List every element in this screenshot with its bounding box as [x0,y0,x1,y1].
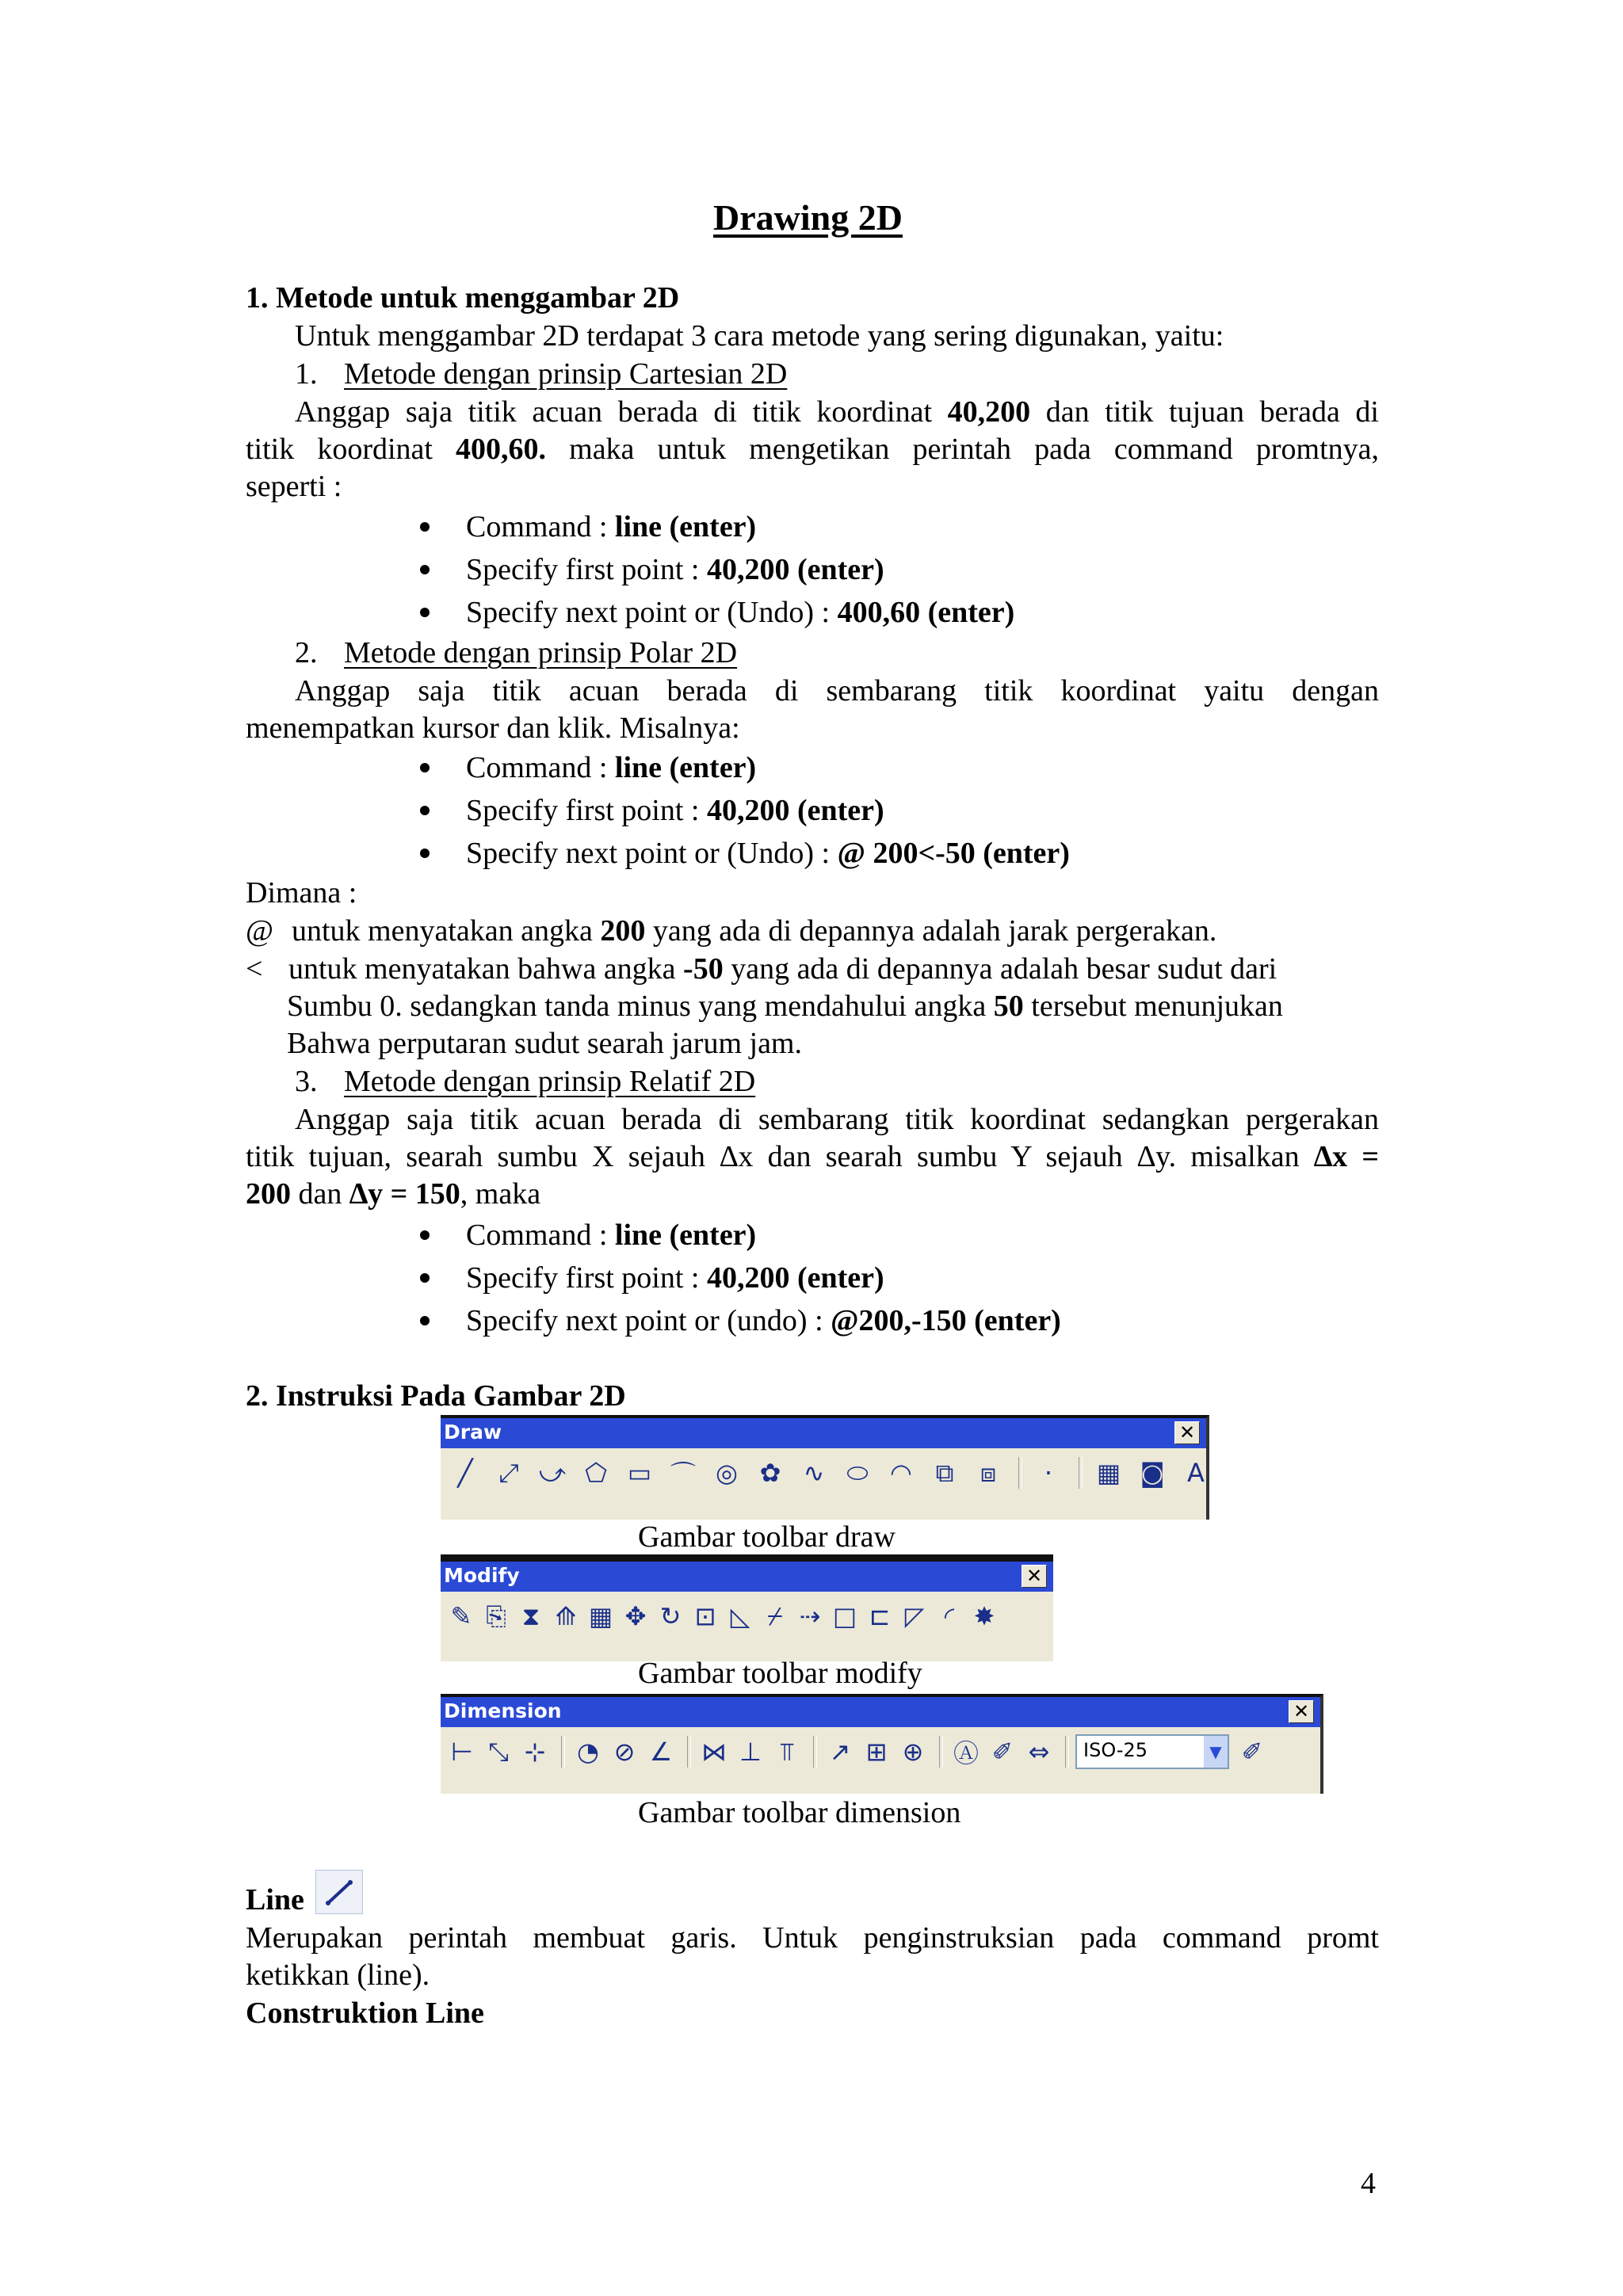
modify-toolbar-close-button[interactable]: ✕ [1022,1565,1047,1588]
modify-toolbar-caption: Gambar toolbar modify [638,1657,922,1690]
draw-toolbar-titlebar [441,1418,1206,1448]
dimension-toolbar-icons [445,1732,1272,1772]
bullet-icon [420,806,430,815]
toolbar-separator [1018,1457,1022,1489]
ordinate-dimension-icon[interactable]: ⊹ [524,1737,546,1767]
method-2-bullet-2: Specify first point : 40,200 (enter) [466,794,884,827]
array-icon[interactable]: ▦ [588,1601,613,1631]
modify-toolbar [441,1554,1053,1661]
bullet-icon [420,1316,430,1325]
at-symbol: @ [246,914,273,948]
diameter-dimension-icon[interactable]: ⊘ [613,1737,636,1767]
modify-toolbar-title: Modify [444,1564,520,1587]
leader-icon[interactable]: ↗ [829,1737,851,1767]
method-1-bullet-2: Specify first point : 40,200 (enter) [466,553,884,586]
toolbar-separator [1065,1736,1069,1768]
method-3-bullet-2: Specify first point : 40,200 (enter) [466,1261,884,1295]
method-2-number: 2. [295,636,318,669]
method-1-paragraph-line-1: Anggap saja titik acuan berada di titik koordinat 40,200 dan titik tujuan berada di [295,395,1379,429]
break-icon[interactable]: ⊏ [869,1601,891,1631]
mirror-icon[interactable]: ⧗ [521,1600,540,1631]
draw-toolbar-close-button[interactable]: ✕ [1174,1421,1200,1444]
bullet-icon [420,608,430,617]
break-at-point-icon[interactable]: □ [832,1601,857,1631]
bullet-icon [420,1230,430,1240]
circle-icon[interactable]: ◎ [716,1458,738,1488]
extend-icon[interactable]: ⇢ [799,1601,821,1631]
point-icon[interactable]: · [1044,1458,1053,1488]
rectangle-icon[interactable]: ▭ [627,1458,652,1488]
line-description-line-2: ketikkan (line). [246,1958,430,1992]
region-icon[interactable]: ◙ [1140,1458,1165,1488]
linear-dimension-icon[interactable]: ⊢ [451,1737,473,1767]
lt-explanation-line-3: Bahwa perputaran sudut searah jarum jam. [287,1027,802,1060]
toolbar-separator [813,1736,817,1768]
dimension-style-icon[interactable]: ✐ [1241,1737,1263,1767]
insert-block-icon[interactable]: ⧉ [935,1457,954,1488]
rotate-icon[interactable]: ↻ [659,1601,682,1631]
method-1-number: 1. [295,357,318,391]
draw-toolbar-icons [445,1453,1209,1493]
section-2-heading: 2. Instruksi Pada Gambar 2D [246,1379,626,1413]
bullet-icon [420,763,430,772]
stretch-icon[interactable]: ◺ [730,1601,750,1631]
page-title: Drawing 2D [713,197,903,238]
angular-dimension-icon[interactable]: ∠ [649,1737,673,1767]
copy-icon[interactable]: ⎘ [486,1600,506,1631]
tolerance-icon[interactable]: ⊞ [865,1737,888,1767]
method-2-bullet-1: Command : line (enter) [466,751,757,784]
bullet-icon [420,1273,430,1283]
section-1-intro: Untuk menggambar 2D terdapat 3 cara metode yang sering digunakan, yaitu: [295,319,1224,353]
method-3-paragraph-line-3: 200 dan ∆y = 150, maka [246,1177,541,1211]
draw-toolbar-caption: Gambar toolbar draw [638,1520,896,1554]
revision-cloud-icon[interactable]: ✿ [759,1458,781,1488]
offset-icon[interactable]: ⟰ [555,1601,577,1631]
erase-icon[interactable]: ✎ [450,1601,472,1631]
baseline-dimension-icon[interactable]: ⊥ [739,1737,762,1767]
modify-toolbar-titlebar [441,1562,1053,1592]
dimana-label: Dimana : [246,876,357,910]
modify-toolbar-icons [445,1596,1003,1636]
scale-icon[interactable]: ⊡ [694,1601,716,1631]
draw-toolbar [441,1415,1209,1520]
draw-toolbar-title: Draw [444,1421,502,1444]
method-2-bullet-3: Specify next point or (Undo) : @ 200<-50 (enter) [466,837,1070,870]
dimension-toolbar [441,1694,1323,1794]
multiline-text-icon[interactable]: A [1187,1458,1205,1488]
make-block-icon[interactable]: ⧈ [980,1457,997,1488]
arc-icon[interactable]: ⌒ [670,1459,696,1489]
method-3-paragraph-line-2: titik tujuan, searah sumbu X sejauh ∆x dan searah sumbu Y sejauh ∆y. misalkan ∆x = [246,1140,1379,1173]
polygon-icon[interactable]: ⬠ [585,1458,607,1488]
dimension-edit-icon[interactable]: Ⓐ [953,1738,979,1768]
method-1-title: Metode dengan prinsip Cartesian 2D [344,357,788,391]
quick-dimension-icon[interactable]: ⋈ [701,1737,727,1767]
fillet-icon[interactable]: ◜ [944,1601,955,1631]
center-mark-icon[interactable]: ⊕ [902,1737,924,1767]
dimension-toolbar-titlebar [441,1697,1320,1727]
dimension-style-dropdown[interactable] [1075,1734,1229,1769]
method-1-paragraph-line-2: titik koordinat 400,60. maka untuk mengetikan perintah pada command promtnya, [246,433,1379,466]
explode-icon[interactable]: ✸ [973,1601,995,1631]
move-icon[interactable]: ✥ [624,1601,647,1631]
ellipse-arc-icon[interactable]: ◠ [890,1458,912,1488]
lt-symbol: < [246,952,263,986]
toolbar-separator [1079,1457,1083,1489]
chevron-down-icon[interactable]: ▼ [1204,1736,1228,1768]
method-3-paragraph-line-1: Anggap saja titik acuan berada di sembarang titik koordinat sedangkan pergerakan [295,1103,1379,1136]
chamfer-icon[interactable]: ◸ [904,1601,925,1631]
continue-dimension-icon[interactable]: ⫪ [779,1736,795,1767]
toolbar-separator [561,1736,565,1768]
lt-explanation-line-1: untuk menyatakan bahwa angka -50 yang ada di depannya adalah besar sudut dari [288,952,1277,986]
trim-icon[interactable]: ⌿ [767,1600,783,1631]
method-1-bullet-1: Command : line (enter) [466,510,757,543]
method-2-paragraph-line-2: menempatkan kursor dan klik. Misalnya: [246,711,740,745]
lt-explanation-line-2: Sumbu 0. sedangkan tanda minus yang mendahului angka 50 tersebut menunjukan [287,990,1283,1023]
toolbar-separator [939,1736,943,1768]
line-heading: Line [246,1883,304,1917]
bullet-icon [420,849,430,858]
dimension-toolbar-close-button[interactable]: ✕ [1289,1700,1314,1723]
dimension-toolbar-caption: Gambar toolbar dimension [638,1796,961,1829]
bullet-icon [420,565,430,574]
bullet-icon [420,522,430,532]
method-1-bullet-3: Specify next point or (Undo) : 400,60 (enter) [466,596,1015,629]
line-description-line-1: Merupakan perintah membuat garis. Untuk penginstruksian pada command promt [246,1921,1379,1955]
method-3-bullet-1: Command : line (enter) [466,1219,757,1252]
dimension-toolbar-title: Dimension [444,1699,562,1722]
dimension-text-edit-icon[interactable]: ✐ [991,1737,1014,1767]
hatch-icon[interactable]: ▦ [1096,1458,1121,1488]
method-3-title: Metode dengan prinsip Relatif 2D [344,1065,756,1098]
spline-icon[interactable]: ∿ [803,1458,825,1488]
line-icon[interactable]: ╱ [457,1458,473,1488]
dimension-style-value: ISO-25 [1083,1739,1148,1761]
ellipse-icon[interactable]: ⬭ [846,1457,869,1488]
line-icon [315,1870,363,1914]
radius-dimension-icon[interactable]: ◔ [577,1737,599,1767]
method-1-paragraph-line-3: seperti : [246,470,342,503]
method-2-paragraph-line-1: Anggap saja titik acuan berada di sembarang titik koordinat yaitu dengan [295,674,1379,707]
aligned-dimension-icon[interactable]: ⤡ [488,1736,509,1767]
method-3-number: 3. [295,1065,318,1098]
dimension-update-icon[interactable]: ⇔ [1028,1737,1050,1767]
polyline-icon[interactable]: ⤻ [538,1457,567,1488]
construction-line-icon[interactable]: ⤢ [498,1457,519,1488]
toolbar-separator [687,1736,691,1768]
at-explanation: untuk menyatakan angka 200 yang ada di depannya adalah jarak pergerakan. [292,914,1217,948]
construktion-line-heading: Construktion Line [246,1997,484,2030]
page-number: 4 [1361,2167,1376,2200]
method-3-bullet-3: Specify next point or (undo) : @200,-150 (enter) [466,1304,1061,1337]
section-1-heading: 1. Metode untuk menggambar 2D [246,281,680,315]
method-2-title: Metode dengan prinsip Polar 2D [344,636,738,669]
